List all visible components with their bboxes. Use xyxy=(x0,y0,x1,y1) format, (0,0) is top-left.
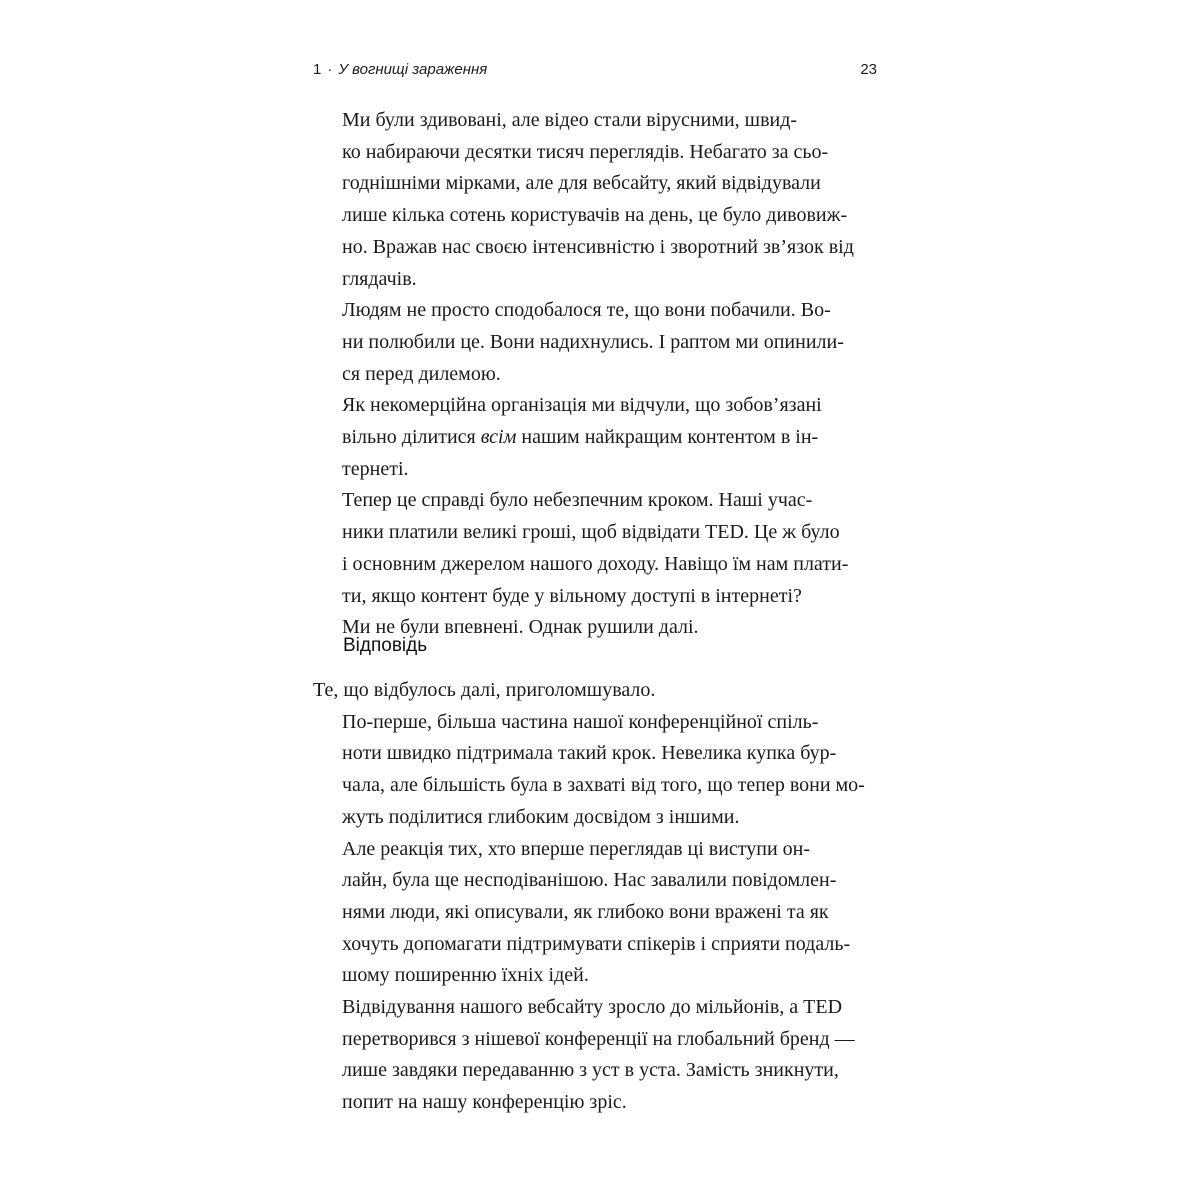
paragraph xyxy=(313,707,890,834)
paragraph xyxy=(313,834,890,993)
emphasis-text: всім xyxy=(480,426,517,449)
text-line: хочуть допомагати підтримувати спікерів і сприяти подаль- xyxy=(342,932,851,955)
text-line: жуть поділитися глибоким досвідом з іншими. xyxy=(342,805,740,828)
text-line xyxy=(313,422,890,454)
text-run: вільно ділитися xyxy=(342,426,481,449)
text-line: По-перше, більша частина нашої конференційної спіль- xyxy=(342,710,819,733)
chapter-title: У вогнищі зараження xyxy=(338,61,488,78)
chapter-number: 1 xyxy=(313,61,322,78)
text-line: перетворився з нішевої конференції на глобальний бренд — xyxy=(342,1027,855,1050)
running-head-chapter xyxy=(313,61,487,78)
text-line: ти, якщо контент буде у вільному доступі в інтернеті? xyxy=(342,584,802,607)
page-number: 23 xyxy=(860,61,877,78)
text-line: Те, що відбулось далі, приголомшувало. xyxy=(313,679,656,701)
paragraph xyxy=(313,390,890,485)
paragraph xyxy=(313,675,890,707)
text-line: Ми були здивовані, але відео стали вірусними, швид- xyxy=(342,109,798,131)
text-line: Як некомерційна організація ми відчули, що зобов’язані xyxy=(342,394,822,417)
body-text-section-1 xyxy=(313,105,890,644)
text-line: ко набираючи десятки тисяч переглядів. Небагато за сьо- xyxy=(342,140,829,163)
section-heading: Відповідь xyxy=(343,635,428,656)
text-run: нашим найкращим контентом в ін- xyxy=(516,426,819,449)
text-line: годнішніми мірками, але для вебсайту, який відвідували xyxy=(342,172,821,195)
paragraph xyxy=(313,105,890,295)
text-line: Відвідування нашого вебсайту зросло до мільйонів, а TED xyxy=(342,996,843,1019)
text-line: попит на нашу конференцію зріс. xyxy=(342,1091,627,1114)
text-line: Тепер це справді було небезпечним кроком. Наші учас- xyxy=(342,489,813,512)
text-line: лайн, була ще несподіванішою. Нас завалили повідомлен- xyxy=(342,869,837,892)
paragraph xyxy=(313,992,890,1119)
running-head-separator: · xyxy=(327,61,333,78)
body-text-section-2 xyxy=(313,675,890,1119)
text-line: ся перед дилемою. xyxy=(342,362,501,385)
text-line: ноти швидко підтримала такий крок. Невелика купка бур- xyxy=(342,742,837,765)
text-line: глядачів. xyxy=(342,267,417,290)
text-line: Ми не були впевнені. Однак рушили далі. xyxy=(342,616,699,639)
text-line: тернеті. xyxy=(342,457,409,480)
text-line: нями люди, які описували, як глибоко вони вражені та як xyxy=(342,900,829,923)
text-line: ни полюбили це. Вони надихнулись. І раптом ми опинили- xyxy=(342,330,844,353)
text-line: лише завдяки передаванню з уст в уста. Замість зникнути, xyxy=(342,1059,839,1082)
paragraph xyxy=(313,485,890,612)
text-line: но. Вражав нас своєю інтенсивністю і зворотний зв’язок від xyxy=(342,235,854,258)
text-line: і основним джерелом нашого доходу. Навіщо їм нам плати- xyxy=(342,552,849,575)
text-line: шому поширенню їхніх ідей. xyxy=(342,964,589,987)
running-head xyxy=(313,61,887,85)
paragraph xyxy=(313,295,890,390)
text-line: Людям не просто сподобалося те, що вони побачили. Во- xyxy=(342,299,831,322)
text-line: Але реакція тих, хто вперше переглядав ці виступи он- xyxy=(342,837,811,860)
text-line: лише кілька сотень користувачів на день, це було дивовиж- xyxy=(342,204,848,227)
text-line: ники платили великі гроші, щоб відвідати TED. Це ж було xyxy=(342,521,840,544)
text-line: чала, але більшість була в захваті від того, що тепер вони мо- xyxy=(342,774,865,797)
